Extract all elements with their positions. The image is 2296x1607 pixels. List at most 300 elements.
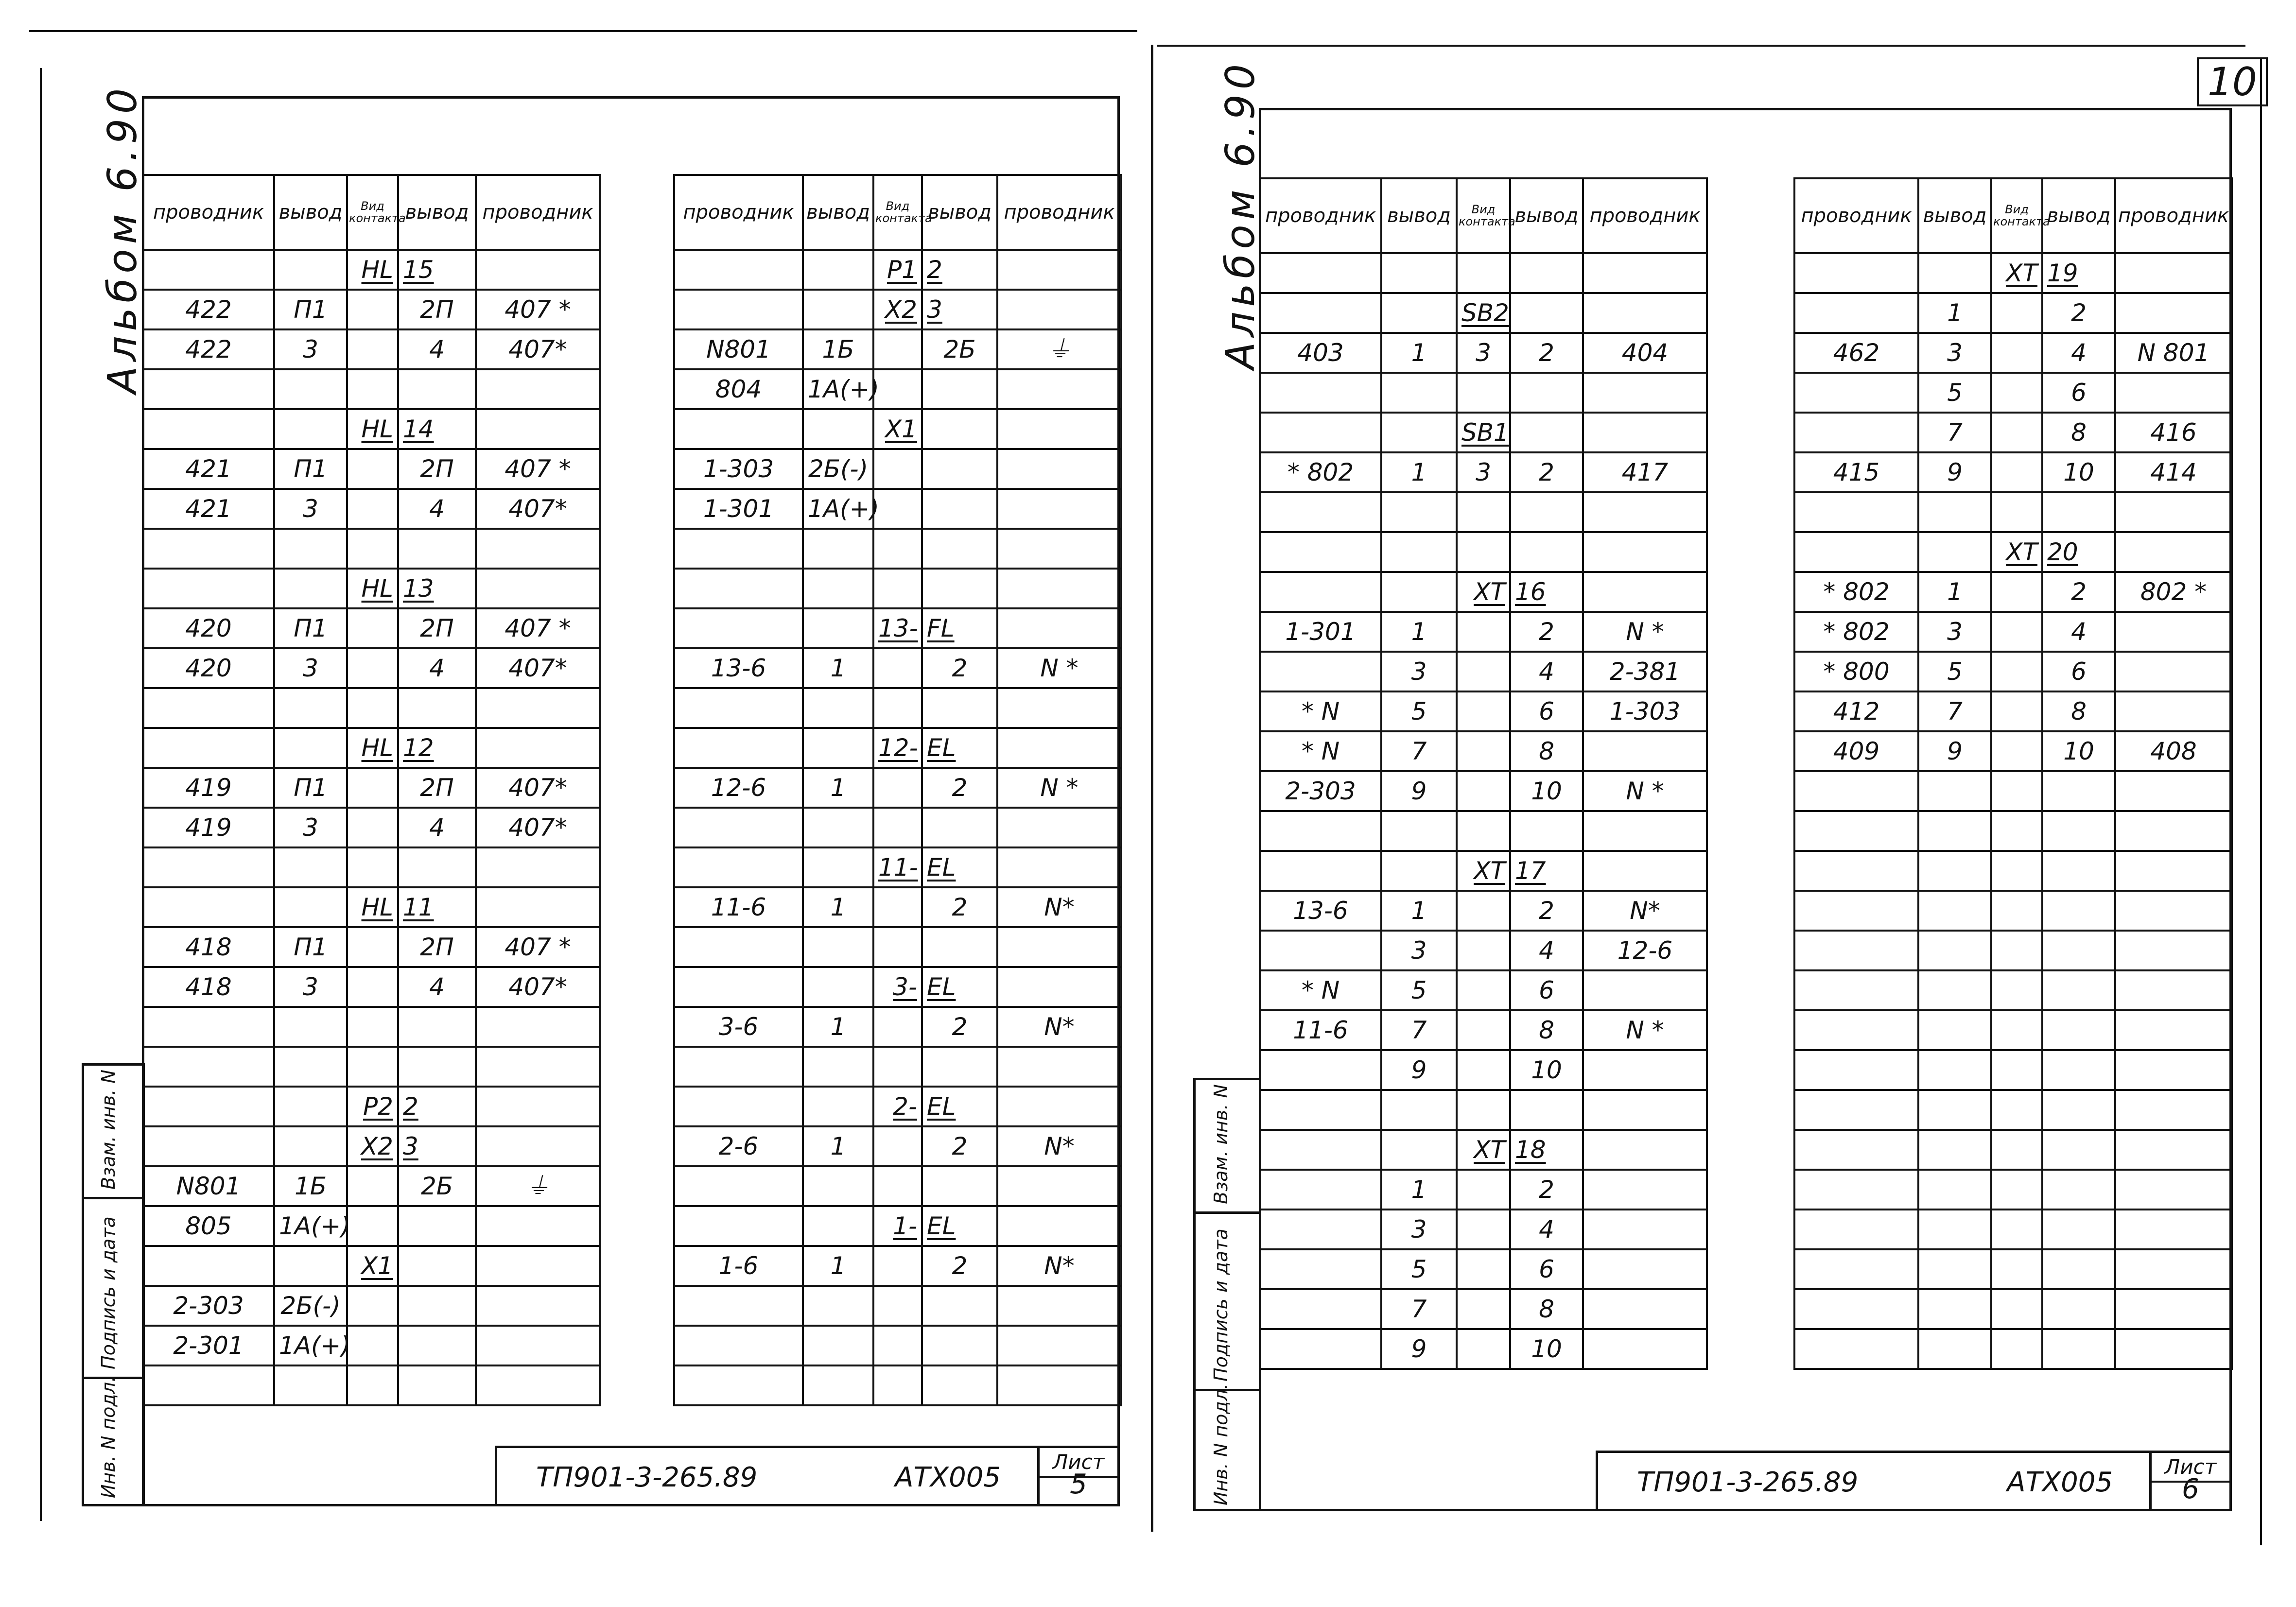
table-cell: [674, 608, 803, 648]
table-cell: [143, 728, 274, 768]
left-doc-code: АТХ005: [895, 1462, 1001, 1493]
table-cell: 2П: [398, 449, 476, 489]
table-cell: [1991, 1210, 2042, 1249]
table-cell: [347, 808, 398, 847]
table-cell: 2П: [398, 290, 476, 329]
table-cell: 1: [1381, 452, 1457, 492]
left-sheet-cell: [1037, 1448, 1117, 1504]
table-row: [1260, 731, 1707, 771]
table-cell: P2: [347, 1087, 398, 1126]
table-cell: [476, 369, 600, 409]
table-cell: [1510, 532, 1583, 572]
table-cell: 4: [1510, 1210, 1583, 1249]
table-cell: [873, 688, 922, 728]
table-cell: 1: [803, 768, 873, 808]
table-cell: 2П: [398, 927, 476, 967]
table-cell: N*: [997, 1007, 1121, 1047]
table-cell: [1457, 1249, 1510, 1289]
column-header: Вид контакта: [1457, 178, 1510, 253]
table-row: [143, 1007, 600, 1047]
table-cell: [803, 569, 873, 608]
table-cell: [674, 1286, 803, 1326]
table-cell: [347, 290, 398, 329]
table-cell: [1991, 851, 2042, 891]
table-cell: [1510, 293, 1583, 333]
table-cell: 1А(+): [803, 369, 873, 409]
table-cell: [997, 808, 1121, 847]
table-cell: [1991, 1329, 2042, 1369]
table-cell: 1-303: [1583, 691, 1707, 731]
table-cell: P1: [873, 250, 922, 290]
table-cell: [922, 1326, 997, 1365]
table-cell: [1457, 532, 1510, 572]
table-cell: [922, 927, 997, 967]
table-cell: [1260, 1170, 1381, 1210]
column-header: вывод: [274, 175, 347, 250]
table-cell: [1260, 413, 1381, 452]
table-cell: [997, 290, 1121, 329]
table-header-row: [1260, 178, 1707, 253]
table-cell: [1794, 413, 1918, 452]
table-cell: [1991, 293, 2042, 333]
table-cell: 804: [674, 369, 803, 409]
table-cell: 2Б(-): [803, 449, 873, 489]
right-drawing-code: ТП901-3-265.89: [1637, 1467, 1859, 1498]
table-cell: 6: [1510, 1249, 1583, 1289]
table-cell: 18: [1510, 1130, 1583, 1170]
table-cell: [347, 449, 398, 489]
table-cell: [1991, 452, 2042, 492]
table-cell: [1918, 771, 1991, 811]
table-cell: [997, 489, 1121, 529]
table-cell: [674, 409, 803, 449]
table-row: [143, 250, 600, 290]
table-cell: X2: [347, 1126, 398, 1166]
table-cell: 1А(+): [274, 1206, 347, 1246]
table-cell: 10: [1510, 771, 1583, 811]
table-cell: 462: [1794, 333, 1918, 373]
table-row: [1260, 572, 1707, 612]
table-cell: [398, 529, 476, 569]
table-row: [1260, 811, 1707, 851]
table-cell: П1: [274, 768, 347, 808]
table-cell: [2042, 970, 2115, 1010]
table-cell: 416: [2115, 413, 2232, 452]
table-cell: 9: [1918, 452, 1991, 492]
table-cell: SB2: [1457, 293, 1510, 333]
table-cell: [1918, 891, 1991, 931]
column-header: Вид контакта: [347, 175, 398, 250]
table-cell: 2: [922, 887, 997, 927]
table-cell: [997, 1166, 1121, 1206]
column-header: вывод: [1510, 178, 1583, 253]
table-row: [1260, 1289, 1707, 1329]
table-cell: [1260, 1050, 1381, 1090]
table-cell: 4: [398, 967, 476, 1007]
table-cell: X1: [873, 409, 922, 449]
table-cell: [143, 369, 274, 409]
table-cell: [2115, 652, 2232, 691]
table-cell: [1794, 492, 1918, 532]
table-row: [674, 489, 1121, 529]
table-row: [143, 1166, 600, 1206]
table-cell: [274, 847, 347, 887]
table-cell: HL: [347, 250, 398, 290]
table-cell: [1381, 413, 1457, 452]
table-cell: XT: [1457, 1130, 1510, 1170]
table-cell: [347, 608, 398, 648]
table-cell: 407*: [476, 768, 600, 808]
table-cell: [873, 768, 922, 808]
table-cell: [922, 1365, 997, 1405]
table-cell: [873, 1326, 922, 1365]
table-cell: [997, 1286, 1121, 1326]
table-cell: 419: [143, 808, 274, 847]
table-cell: XT: [1457, 572, 1510, 612]
table-row: [674, 927, 1121, 967]
table-cell: [1918, 1289, 1991, 1329]
table-cell: 407*: [476, 648, 600, 688]
table-cell: П1: [274, 927, 347, 967]
table-cell: 1Б: [803, 329, 873, 369]
table-cell: 5: [1381, 970, 1457, 1010]
table-row: [1794, 413, 2232, 452]
table-cell: N801: [143, 1166, 274, 1206]
table-cell: X1: [347, 1246, 398, 1286]
table-row: [1260, 891, 1707, 931]
table-cell: 414: [2115, 452, 2232, 492]
table-cell: [1260, 1090, 1381, 1130]
table-row: [143, 927, 600, 967]
table-cell: [803, 728, 873, 768]
table-cell: [2115, 1289, 2232, 1329]
table-row: [674, 1087, 1121, 1126]
table-cell: [1918, 1050, 1991, 1090]
table-cell: [1457, 652, 1510, 691]
table-cell: [674, 847, 803, 887]
table-cell: 2-301: [143, 1326, 274, 1365]
table-cell: [922, 1047, 997, 1087]
table-cell: 1: [1381, 1170, 1457, 1210]
table-cell: [1510, 373, 1583, 413]
table-cell: [1260, 1249, 1381, 1289]
table-cell: 2: [922, 1246, 997, 1286]
table-row: [1260, 1130, 1707, 1170]
table-cell: 13: [398, 569, 476, 608]
table-row: [1794, 691, 2232, 731]
table-cell: 2Б: [398, 1166, 476, 1206]
table-cell: [1583, 851, 1707, 891]
table-cell: XT: [1991, 532, 2042, 572]
table-cell: N *: [997, 768, 1121, 808]
table-cell: [2042, 811, 2115, 851]
table-cell: [1583, 1289, 1707, 1329]
approval-inv-label-right: Инв. N подл.: [1210, 1383, 1232, 1505]
table-cell: EL: [922, 847, 997, 887]
table-cell: [1260, 293, 1381, 333]
table-cell: EL: [922, 967, 997, 1007]
table-row: [1794, 1329, 2232, 1369]
table-row: [1260, 1210, 1707, 1249]
table-cell: XT: [1457, 851, 1510, 891]
table-cell: [476, 409, 600, 449]
table-cell: [347, 529, 398, 569]
left-sheet-caption: Лист: [1040, 1450, 1117, 1478]
approval-replace-label: Взам. инв. N: [98, 1070, 119, 1190]
table-cell: [1991, 1050, 2042, 1090]
table-cell: [1381, 373, 1457, 413]
table-row: [674, 847, 1121, 887]
table-cell: [1794, 253, 1918, 293]
table-cell: [1991, 333, 2042, 373]
table-cell: [1918, 492, 1991, 532]
table-cell: 805: [143, 1206, 274, 1246]
table-cell: [674, 927, 803, 967]
table-cell: 8: [1510, 1010, 1583, 1050]
table-cell: [398, 1365, 476, 1405]
table-cell: [803, 688, 873, 728]
table-cell: [803, 409, 873, 449]
table-row: [143, 847, 600, 887]
table-cell: 407*: [476, 489, 600, 529]
table-cell: [1991, 1249, 2042, 1289]
table-cell: EL: [922, 1087, 997, 1126]
table-cell: 1: [803, 887, 873, 927]
table-cell: [997, 688, 1121, 728]
right-table-d: [1793, 177, 2233, 1370]
table-cell: [922, 569, 997, 608]
table-cell: * 802: [1794, 612, 1918, 652]
table-cell: [1991, 652, 2042, 691]
table-cell: 422: [143, 329, 274, 369]
table-cell: 6: [1510, 691, 1583, 731]
table-cell: 6: [2042, 652, 2115, 691]
table-row: [143, 369, 600, 409]
table-cell: [873, 648, 922, 688]
table-cell: 4: [2042, 612, 2115, 652]
table-cell: [922, 409, 997, 449]
table-cell: [1991, 413, 2042, 452]
table-cell: [398, 1047, 476, 1087]
table-cell: [143, 688, 274, 728]
table-cell: 5: [1381, 1249, 1457, 1289]
table-cell: [674, 290, 803, 329]
table-cell: 11: [398, 887, 476, 927]
table-row: [1260, 851, 1707, 891]
table-cell: [2115, 811, 2232, 851]
table-cell: 2: [1510, 333, 1583, 373]
table-cell: [1583, 492, 1707, 532]
table-row: [1260, 492, 1707, 532]
left-title-block: [495, 1446, 1120, 1506]
table-cell: 2: [922, 648, 997, 688]
table-cell: [274, 409, 347, 449]
table-cell: [476, 1246, 600, 1286]
table-cell: 1: [1381, 891, 1457, 931]
table-cell: 1: [803, 1007, 873, 1047]
album-label-left: Альбом 6.90: [100, 83, 146, 394]
table-cell: [398, 1286, 476, 1326]
left-approval-strip: [82, 1063, 145, 1506]
table-cell: [2042, 1210, 2115, 1249]
table-cell: [1918, 1329, 1991, 1369]
table-cell: 3: [398, 1126, 476, 1166]
table-cell: 8: [2042, 413, 2115, 452]
table-cell: [1457, 1170, 1510, 1210]
table-cell: [1381, 532, 1457, 572]
table-cell: [476, 688, 600, 728]
table-cell: [803, 529, 873, 569]
table-cell: [873, 1166, 922, 1206]
table-cell: [347, 489, 398, 529]
table-cell: [347, 847, 398, 887]
table-cell: 3: [1381, 652, 1457, 691]
table-cell: [1510, 492, 1583, 532]
table-cell: [1918, 1249, 1991, 1289]
table-row: [143, 529, 600, 569]
table-cell: 418: [143, 967, 274, 1007]
table-cell: [873, 329, 922, 369]
table-row: [1794, 1170, 2232, 1210]
table-cell: [2042, 1130, 2115, 1170]
table-cell: [2115, 771, 2232, 811]
table-cell: 2: [922, 250, 997, 290]
table-cell: [2115, 1010, 2232, 1050]
table-cell: 2-303: [143, 1286, 274, 1326]
table-cell: [476, 1326, 600, 1365]
table-cell: [2042, 1010, 2115, 1050]
table-cell: [1583, 1170, 1707, 1210]
table-cell: 1: [1918, 572, 1991, 612]
table-cell: [1260, 253, 1381, 293]
table-row: [1794, 931, 2232, 970]
table-cell: [2115, 1090, 2232, 1130]
table-row: [143, 329, 600, 369]
table-cell: [1991, 572, 2042, 612]
table-cell: [1583, 532, 1707, 572]
scan-edge-top-right: [1157, 45, 2245, 47]
table-cell: [803, 1286, 873, 1326]
table-cell: [1794, 931, 1918, 970]
table-cell: 407 *: [476, 449, 600, 489]
table-cell: 5: [1918, 373, 1991, 413]
table-cell: [274, 728, 347, 768]
table-cell: [274, 1047, 347, 1087]
table-cell: [143, 409, 274, 449]
table-cell: [1583, 253, 1707, 293]
table-cell: 2П: [398, 768, 476, 808]
table-row: [143, 409, 600, 449]
table-cell: [873, 369, 922, 409]
table-cell: [997, 1326, 1121, 1365]
table-cell: [997, 1087, 1121, 1126]
table-cell: [1794, 1050, 1918, 1090]
table-cell: [1457, 691, 1510, 731]
table-row: [674, 1286, 1121, 1326]
table-cell: 9: [1381, 1050, 1457, 1090]
table-row: [1260, 293, 1707, 333]
table-cell: [997, 569, 1121, 608]
table-cell: N *: [1583, 771, 1707, 811]
table-cell: 2: [1510, 452, 1583, 492]
table-cell: [2115, 931, 2232, 970]
table-row: [1260, 333, 1707, 373]
table-cell: [873, 1126, 922, 1166]
table-cell: П1: [274, 608, 347, 648]
table-cell: 2-381: [1583, 652, 1707, 691]
table-cell: [1583, 1329, 1707, 1369]
table-row: [1260, 652, 1707, 691]
table-cell: 10: [2042, 452, 2115, 492]
table-cell: [1991, 970, 2042, 1010]
table-row: [1794, 851, 2232, 891]
table-cell: 4: [398, 808, 476, 847]
table-cell: [1457, 931, 1510, 970]
table-cell: 2П: [398, 608, 476, 648]
table-cell: [674, 250, 803, 290]
table-cell: * 800: [1794, 652, 1918, 691]
table-cell: 2: [922, 768, 997, 808]
table-cell: [1918, 532, 1991, 572]
table-cell: [476, 887, 600, 927]
table-cell: 3: [1457, 452, 1510, 492]
right-sheet-cell: [2149, 1453, 2229, 1509]
table-row: [674, 1326, 1121, 1365]
table-cell: [2115, 612, 2232, 652]
table-cell: 7: [1918, 413, 1991, 452]
table-cell: [922, 529, 997, 569]
table-cell: 3: [274, 808, 347, 847]
table-cell: [674, 569, 803, 608]
table-cell: [1260, 931, 1381, 970]
table-row: [1794, 333, 2232, 373]
table-cell: П1: [274, 449, 347, 489]
table-header-row: [1794, 178, 2232, 253]
table-cell: [1381, 1130, 1457, 1170]
table-cell: 1Б: [274, 1166, 347, 1206]
table-cell: [347, 927, 398, 967]
table-row: [143, 808, 600, 847]
table-cell: [1918, 253, 1991, 293]
table-cell: [674, 808, 803, 847]
table-cell: [1457, 771, 1510, 811]
table-cell: [1260, 1210, 1381, 1249]
table-cell: [1510, 253, 1583, 293]
table-cell: 10: [1510, 1329, 1583, 1369]
table-cell: [1991, 1170, 2042, 1210]
table-row: [143, 1126, 600, 1166]
table-cell: [1583, 1249, 1707, 1289]
table-row: [1260, 771, 1707, 811]
table-cell: 5: [1918, 652, 1991, 691]
table-cell: [1918, 811, 1991, 851]
table-cell: SB1: [1457, 413, 1510, 452]
table-cell: [347, 768, 398, 808]
table-cell: 3: [1457, 333, 1510, 373]
scan-edge-right: [2260, 58, 2262, 1545]
table-cell: 3: [274, 329, 347, 369]
table-cell: 407*: [476, 808, 600, 847]
table-cell: [2042, 1170, 2115, 1210]
table-cell: [2042, 931, 2115, 970]
table-cell: [1991, 691, 2042, 731]
table-cell: [1457, 492, 1510, 532]
table-cell: [997, 409, 1121, 449]
table-cell: 408: [2115, 731, 2232, 771]
table-cell: XT: [1991, 253, 2042, 293]
table-cell: [873, 927, 922, 967]
table-row: [674, 728, 1121, 768]
